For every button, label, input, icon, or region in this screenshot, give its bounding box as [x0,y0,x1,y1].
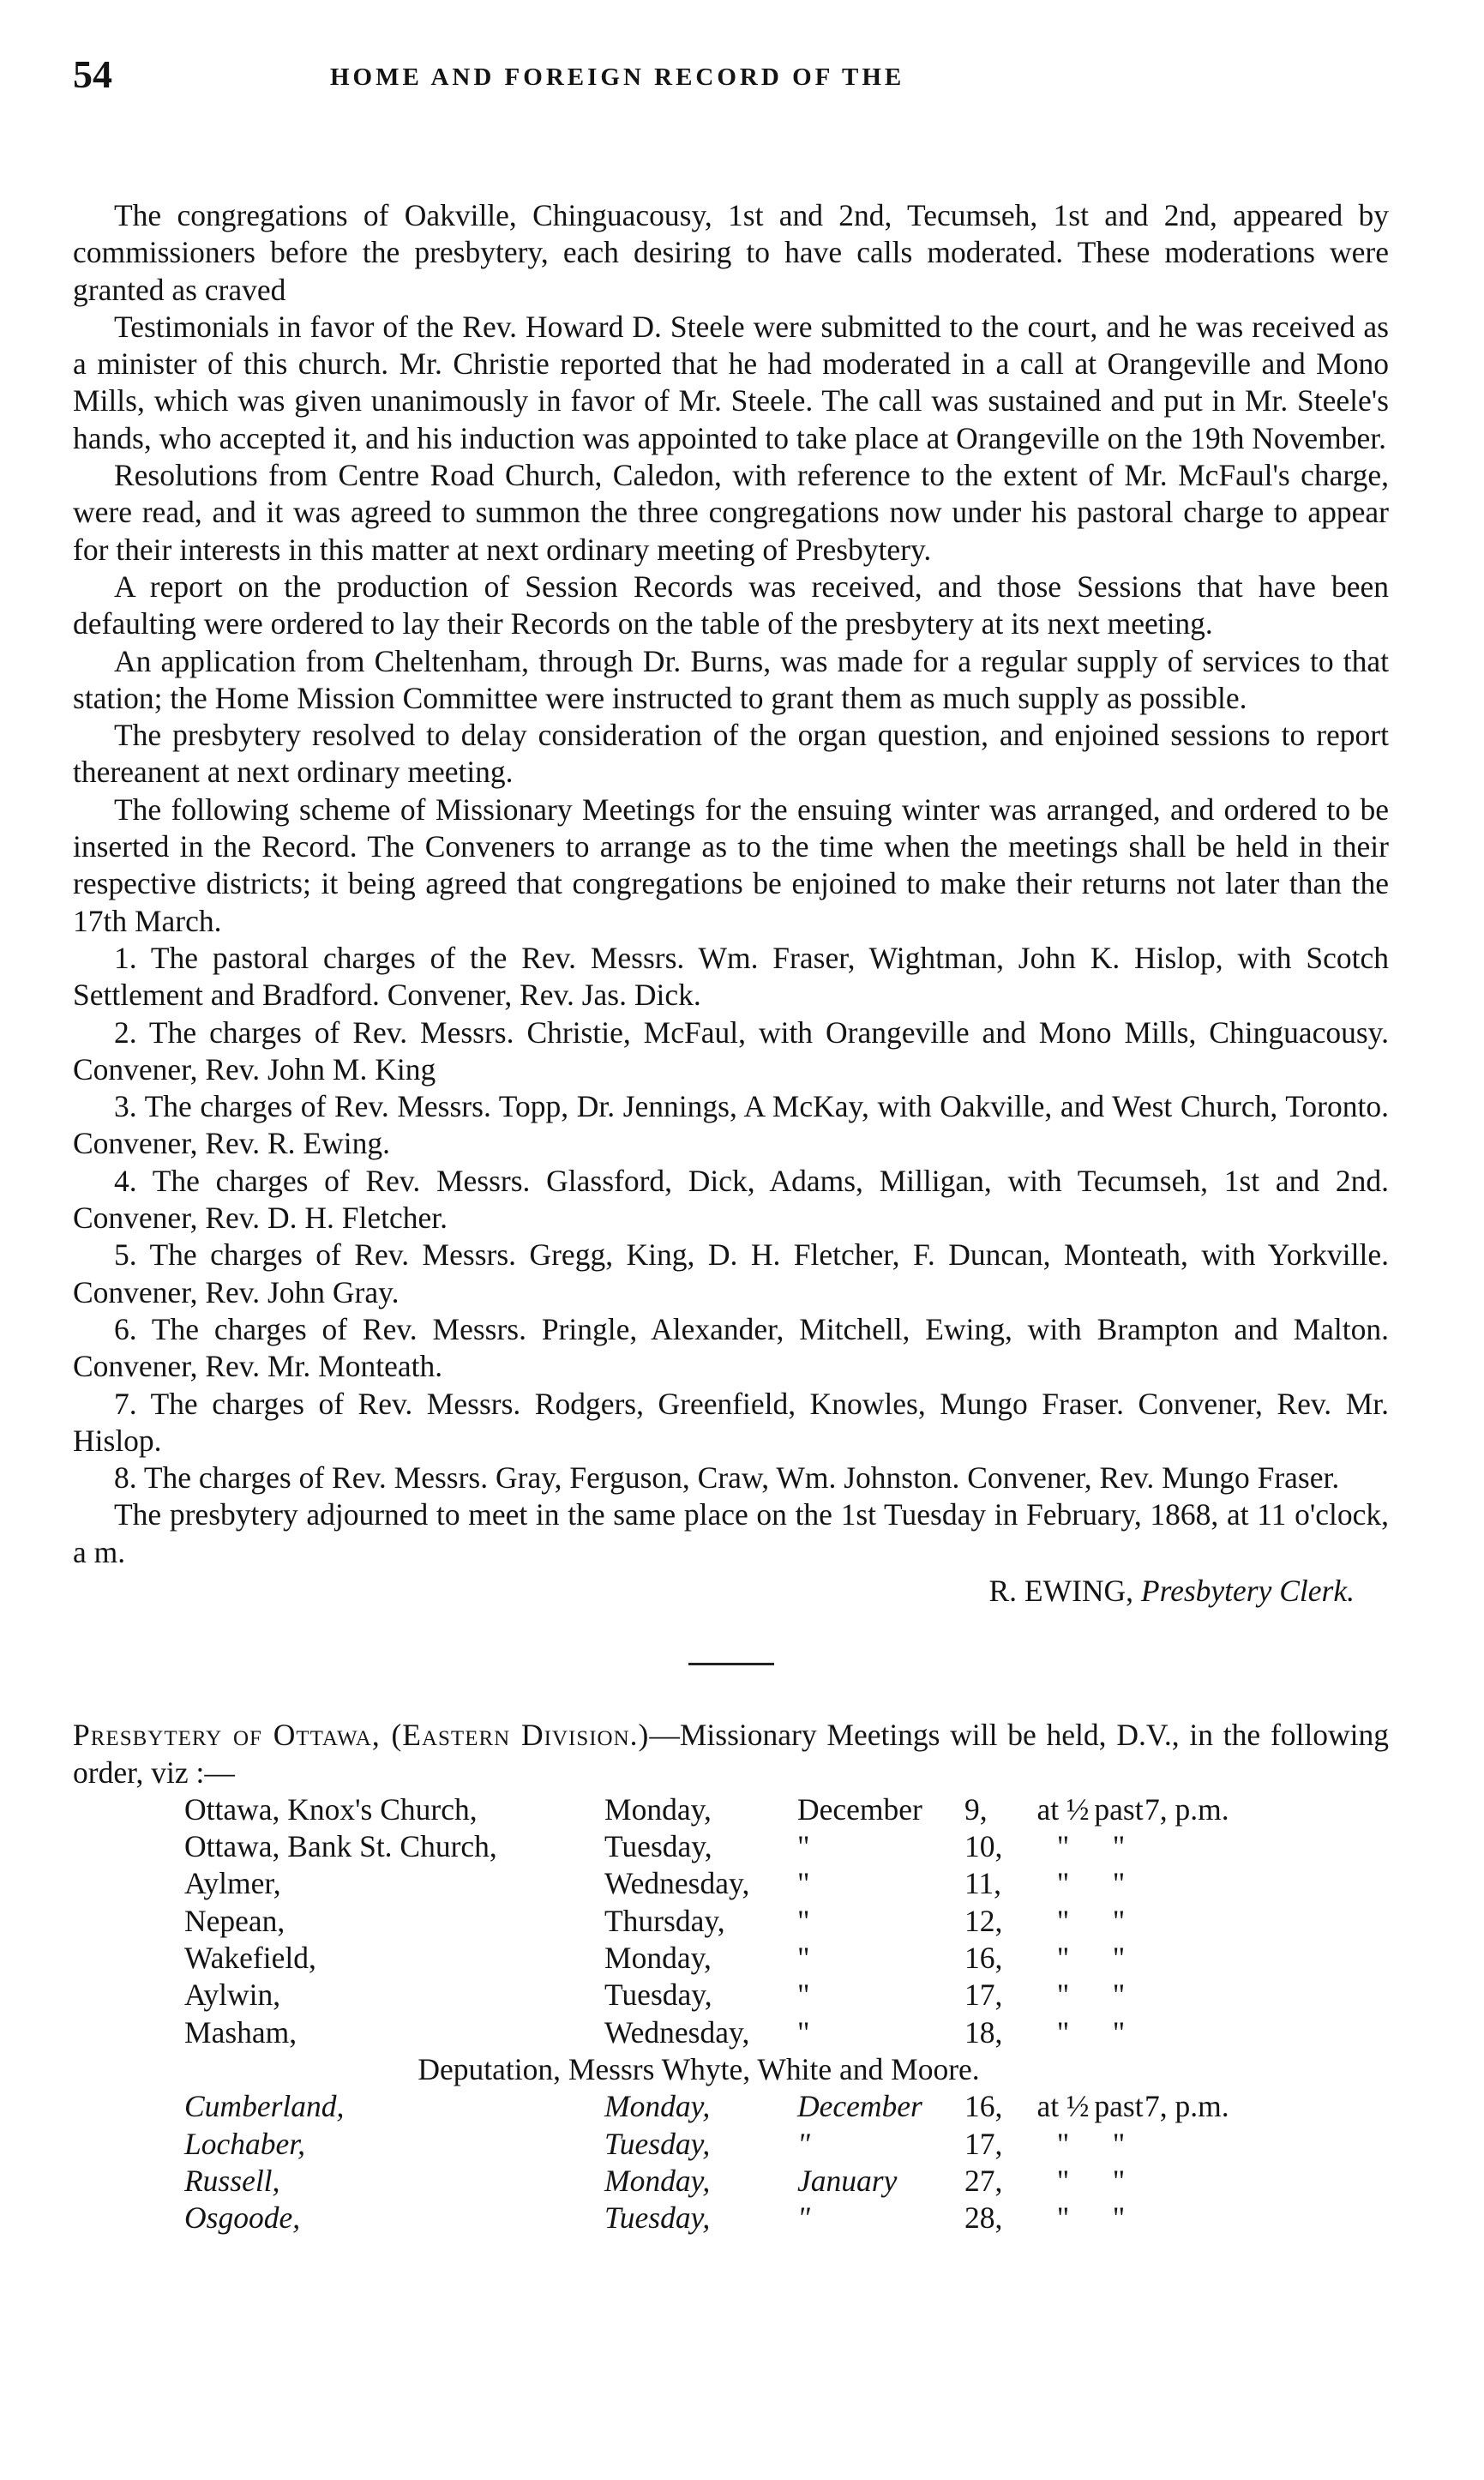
schedule-time-cell [1145,1828,1229,1865]
meeting-schedule-table [184,2088,1229,2236]
schedule-date-cell: 27, [964,2163,1003,2198]
page [73,51,1389,2236]
schedule-place-cell: Osgoode, [184,2200,301,2236]
paragraph: The following scheme of Missionary Meetings for the ensuing winter was arranged, and ordered to be inserted in the Record. The Conveners to arrange as to the time when the meetings shall be held in their respective districts; it being agreed that congregations be enjoined to make their returns not later than the 17th March. [73,792,1389,938]
schedule-at-cell: " [1056,1903,1070,1938]
schedule-place-cell: Aylmer, [184,1866,281,1901]
schedule-month-cell: " [797,1866,810,1901]
schedule-day-cell: Tuesday, [604,1977,712,2013]
schedule-day-cell: Wednesday, [604,2014,750,2050]
schedule-at-cell: at ½ [1036,2089,1090,2124]
schedule-past-cell: " [1112,1866,1126,1901]
notice-title: Presbytery of Ottawa, (Eastern Division.) [73,1718,650,1753]
table-row [184,2200,1229,2236]
schedule-time-cell [1145,1977,1229,2013]
schedule-month-cell: " [797,1829,810,1864]
schedule-place-cell: Lochaber, [184,2126,306,2161]
schedule-time-cell [1145,2126,1229,2163]
schedule-month-cell: " [797,1903,810,1938]
schedule-place-cell: Nepean, [184,1903,285,1938]
schedule-date-cell: 16, [964,1941,1003,1976]
schedule-day-cell: Thursday, [604,1903,725,1938]
schedule-day-cell: Tuesday, [604,1829,712,1864]
notice-heading [73,1717,1389,1791]
schedule-time-cell [1145,2163,1229,2200]
signature-name: R. EWING, [988,1573,1134,1608]
schedule-at-cell: " [1056,2200,1070,2236]
schedule-at-cell: " [1056,2014,1070,2050]
schedule-month-cell: " [797,2126,810,2161]
table-row [184,2126,1229,2163]
schedule-month-cell: December [797,1791,922,1827]
schedule-day-cell: Monday, [604,1941,712,1976]
schedule-place-cell: Aylwin, [184,1977,281,2013]
schedule-place-cell: Ottawa, Knox's Church, [184,1791,478,1827]
schedule-day-cell: Tuesday, [604,2126,711,2161]
schedule-date-cell: 9, [964,1791,988,1827]
schedule-time-cell: 7, p.m. [1145,2089,1229,2124]
schedule-time-cell [1145,2014,1229,2051]
schedule-at-cell: " [1056,1829,1070,1864]
schedule-past-cell: " [1112,1829,1126,1864]
schedule-place-cell: Masham, [184,2014,297,2050]
list-item: 3. The charges of Rev. Messrs. Topp, Dr. Jennings, A McKay, with Oakville, and West Church, Toronto. Convener, Rev. R. Ewing. [73,1089,1389,1161]
list-item: 6. The charges of Rev. Messrs. Pringle, Alexander, Mitchell, Ewing, with Brampton and Malton. Convener, Rev. Mr. Monteath. [73,1311,1389,1384]
schedule-date-cell: 11, [964,1866,1002,1901]
list-item: 2. The charges of Rev. Messrs. Christie, McFaul, with Orangeville and Mono Mills, Chinguacousy. Convener, Rev. John M. King [73,1014,1389,1087]
schedule-at-cell: " [1056,1977,1070,2013]
table-row [184,1791,1229,1828]
deputation-line: Deputation, Messrs Whyte, White and Moore. [418,2051,980,2086]
schedule-past-cell: " [1112,1977,1126,2013]
schedule-at-cell: " [1056,1866,1070,1901]
schedule-date-cell: 16, [964,2089,1003,2124]
table-row [184,2163,1229,2200]
table-row [184,1940,1229,1977]
signature [73,1573,1389,1610]
page-number: 54 [73,52,112,96]
schedule-time-cell: 7, p.m. [1145,1791,1229,1827]
paragraph: The presbytery resolved to delay consideration of the organ question, and enjoined sessions to report thereanent at next ordinary meeting. [73,718,1389,790]
schedule-day-cell: Monday, [604,2163,711,2198]
schedule-month-cell: " [797,2200,810,2236]
schedule-at-cell: " [1056,1941,1070,1976]
paragraph: Testimonials in favor of the Rev. Howard D. Steele were submitted to the court, and he was received as a minister of this church. Mr. Christie reported that he had moderated in a call at Orangeville and Mono Mills, which was given unanimously in favor of Mr. Steele. The call was sustained and put in Mr. Steele's hands, who accepted it, and his induction was appointed to take place at Orangeville on the 19th November. [73,309,1389,455]
schedule-time-cell [1145,1940,1229,1977]
schedule-past-cell: " [1112,1903,1126,1938]
schedule-place-cell: Wakefield, [184,1941,316,1976]
schedule-date-cell: 28, [964,2200,1003,2236]
paragraph: The presbytery adjourned to meet in the same place on the 1st Tuesday in February, 1868, at 11 o'clock, a m. [73,1497,1389,1569]
schedule-day-cell: Monday, [604,1791,712,1827]
notice-text: —Missionary Meetings will be held, D.V., in the following order, viz :— [73,1718,1389,1790]
section-divider [688,1663,774,1665]
schedule-month-cell: December [797,2089,922,2124]
list-item: 4. The charges of Rev. Messrs. Glassford, Dick, Adams, Milligan, with Tecumseh, 1st and 2nd. Convener, Rev. D. H. Fletcher. [73,1163,1389,1236]
schedule-date-cell: 17, [964,1977,1003,2013]
table-row [184,1977,1229,2013]
table-row [184,2014,1229,2051]
paragraph: An application from Cheltenham, through Dr. Burns, was made for a regular supply of services to that station; the Home Mission Committee were instructed to grant them as much supply as possible. [73,643,1389,715]
schedule-day-cell: Wednesday, [604,1866,750,1901]
schedule-day-cell: Monday, [604,2089,711,2124]
schedule-at-cell: " [1056,2126,1070,2161]
list-item: 8. The charges of Rev. Messrs. Gray, Ferguson, Craw, Wm. Johnston. Convener, Rev. Mungo Fraser. [114,1460,1340,1496]
page-header [73,51,1389,103]
schedule-month-cell: " [797,1941,810,1976]
schedule-date-cell: 10, [964,1829,1003,1864]
schedule-date-cell: 17, [964,2126,1003,2161]
schedule-day-cell: Tuesday, [604,2200,711,2236]
paragraph: The congregations of Oakville, Chinguacousy, 1st and 2nd, Tecumseh, 1st and 2nd, appeared by commissioners before the presbytery, each desiring to have calls moderated. These moderations were granted as craved [73,198,1389,307]
schedule-past-cell: " [1112,2014,1126,2050]
schedule-month-cell: " [797,2014,810,2050]
paragraph: Resolutions from Centre Road Church, Caledon, with reference to the extent of Mr. McFaul's charge, were read, and it was agreed to summon the three congregations now under his pastoral charge to appear for their interests in this matter at next ordinary meeting of Presbytery. [73,458,1389,567]
schedule-place-cell: Cumberland, [184,2089,345,2124]
schedule-time-cell [1145,1865,1229,1902]
list-item: 5. The charges of Rev. Messrs. Gregg, King, D. H. Fletcher, F. Duncan, Monteath, with Yorkville. Convener, Rev. John Gray. [73,1237,1389,1309]
table-row [184,1828,1229,1865]
schedule-month-cell: " [797,1977,810,2013]
list-item: 7. The charges of Rev. Messrs. Rodgers, Greenfield, Knowles, Mungo Fraser. Convener, Rev. Mr. Hislop. [73,1386,1389,1458]
schedule-past-cell: past [1094,2089,1144,2124]
schedule-past-cell: " [1112,2126,1126,2161]
schedule-past-cell: " [1112,1941,1126,1976]
schedule-past-cell: " [1112,2163,1126,2198]
running-title: HOME AND FOREIGN RECORD OF THE [330,63,905,91]
schedule-time-cell [1145,1903,1229,1940]
table-row [184,1865,1229,1902]
signature-title: Presbytery Clerk. [1140,1573,1355,1608]
schedule-place-cell: Ottawa, Bank St. Church, [184,1829,497,1864]
schedule-at-cell: at ½ [1036,1791,1090,1827]
schedule-past-cell: past [1094,1791,1144,1827]
schedule-place-cell: Russell, [184,2163,280,2198]
schedule-past-cell: " [1112,2200,1126,2236]
schedule-date-cell: 12, [964,1903,1003,1938]
list-item: 1. The pastoral charges of the Rev. Messrs. Wm. Fraser, Wightman, John K. Hislop, with Scotch Settlement and Bradford. Convener, Rev. Jas. Dick. [73,940,1389,1013]
table-row [184,1903,1229,1940]
meeting-schedule-table [184,1791,1229,2051]
schedule-time-cell [1145,2200,1229,2236]
paragraph: A report on the production of Session Records was received, and those Sessions that have been defaulting were ordered to lay their Records on the table of the presbytery at its next meeting. [73,569,1389,641]
schedule-date-cell: 18, [964,2014,1003,2050]
schedule-at-cell: " [1056,2163,1070,2198]
schedule-month-cell: January [797,2163,898,2198]
minutes-body [73,197,1389,1610]
table-row [184,2088,1229,2125]
